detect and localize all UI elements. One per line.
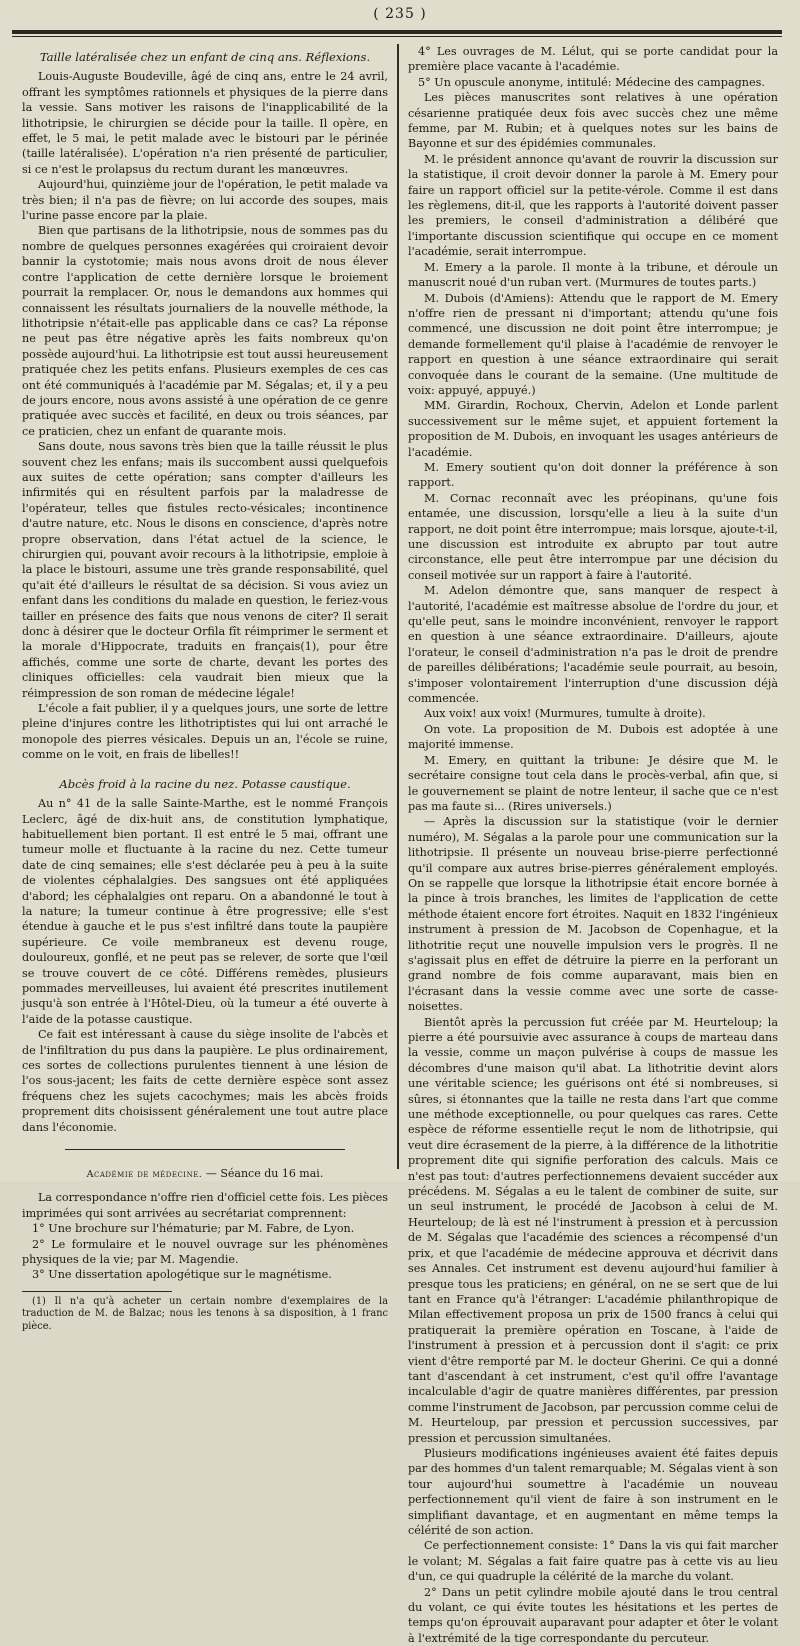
paragraph: Bientôt après la percussion fut créée par M. Heurteloup; la pierre a été poursuivie avec assurance à coups de marteau dans la vessie, comme un maçon pulvérise à coups de massue les décombres d'une maison qu'il abat. La lithotritie devint alors une véritable science; les guérisons ont été si nombreuses, si sûres, si étonnantes que la taille ne resta dans l'art que comme une méthode exceptionnelle, ou pour quelques cas rares. Cette espèce de réforme essentielle reçut le nom de lithotripsie, qui veut dire écrasement de la pierre, à la différence de la lithotritie proprement dite qui signifie perforation des calculs. Mais ce n'est pas tout: d'autres perfectionnemens devaient succéder aux précédens. M. Ségalas a eu le talent de combiner de suite, sur un seul instrument, le procédé de Jacobson à celui de M. Heurteloup; de là est né l'instrument à pression et à percussion de M. Ségalas que l'académie des sciences a récompensé d'un prix, et que l'académie de médecine approuva et décrivit dans ses Annales. Cet instrument est devenu aujourd'hui familier à presque tous les praticiens; en général, on ne se sert que de lui tant en France qu'à l'étranger: L'académie philanthropique de Milan effectivement proposa un prix de 1500 francs à celui qui pratiquerait la première opération en Toscane, à l'aide de l'instrument à pression et à percussion dont il s'agit: ce prix vient d'être remporté par M. le docteur Gherini. Ce qui a donné tant d'ascendant à cet instrument, c'est qu'il offre l'avantage incalculable d'agir de quatre manières différentes, par pression comme l'instrument de Jacobson, par percussion comme celui de M. Heurteloup, par pression et percussion successives, par pression et percussion simultanées. — [408, 1015, 778, 1445]
paragraph: Sans doute, nous savons très bien que la taille réussit le plus souvent chez les enfans; mais ils succombent aussi quelquefois aux suites de cette opération; sans compter d'ailleurs les infirmités qui en résultent parfois par la maladresse de l'opérateur, telles que fistules recto-vésicales; incontinence d'autre nature, etc. Nous le disons en conscience, d'après notre propre observation, dans l'état actuel de la science, le chirurgien qui, pouvant avoir recours à la lithotripsie, emploie à la place le bistouri, assume une très grande responsabilité, quel qu'ait été d'ailleurs le résultat de sa décision. Si vous aviez un enfant dans les conditions du malade en question, le feriez-vous tailler en présence des faits que nous venons de citer? Il serait donc à désirer que le docteur Orfila fît réimprimer le serment et la morale d'Hippocrate, traduits en français(1), pour être affichés, comme une sorte de charte, devant les portes des cliniques officielles: cela vaudrait bien mieux que la réimpression de son roman de médecine légale! — [22, 440, 388, 700]
article-heading-lithotripsie: Taille latéralisée chez un enfant de cinq ans. Réflexions. — [39, 50, 371, 64]
paragraph: Louis-Auguste Boudeville, âgé de cinq ans, entre le 24 avril, offrant les symptômes rationnels et physiques de la pierre dans la vessie. Sans motiver les raisons de l'inapplicabilité de la lithotripsie, le chirurgien se décide pour la taille. Il opère, en effet, le 5 mai, le petit malade avec le bistouri par le périnée (taille latéralisée). L'opération n'a rien présenté de particulier, si ce n'est le prolapsus du rectum durant les manœuvres. — [22, 70, 388, 176]
paragraph: M. Emery, en quittant la tribune: Je désire que M. le secrétaire consigne tout cela dans le procès-verbal, afin que, si le gouvernement se plaint de notre lenteur, il sache que ce n'est pas ma faute si... (Rires universels.) — [408, 753, 778, 813]
paragraph: L'école a fait publier, il y a quelques jours, une sorte de lettre pleine d'injures contre les lithotriptistes qui lui ont arraché le monopole des pierres vésicales. Depuis un an, l'école se ruine, comme on le voit, en frais de libelles!! — [22, 702, 388, 762]
list-item: 5° Un opuscule anonyme, intitulé: Médecine des campagnes. — [418, 75, 765, 89]
footnote: (1) Il n'a qu'à acheter un certain nombre d'exemplaires de la traduction de M. de Balzac; nous les tenons à sa disposition, à 1 franc pièce. — [22, 1295, 388, 1332]
paragraph: M. Adelon démontre que, sans manquer de respect à l'autorité, l'académie est maîtresse absolue de l'ordre du jour, et qu'elle peut, sans le moindre inconvénient, renvoyer le rapport en question à une séance extraordinaire. D'ailleurs, ajoute l'orateur, le conseil d'administration n'a pas le droit de prendre de pareilles délibérations; l'académie seule pourrait, au besoin, s'imposer volontairement l'interruption d'une discussion déjà commencée. — [408, 584, 778, 706]
paragraph: Les pièces manuscrites sont relatives à une opération césarienne pratiquée deux fois avec succès chez une même femme, par M. Rubin; et à quelques notes sur les bains de Bayonne et sur des épidémies communales. — [408, 91, 778, 151]
paragraph: — Après la discussion sur la statistique (voir le dernier numéro), M. Ségalas a la parole pour une communication sur la lithotripsie. Il présente un nouveau brise-pierre perfectionné qu'il compare aux autres brise-pierres généralement employés. On se rappelle que lorsque la lithotripsie était encore bornée à la pince à trois branches, les limites de l'application de cette méthode étaient encore fort étroites. Naquit en 1832 l'ingénieux instrument à pression de M. Jacobson de Copenhague, et la lithotritie reçut une nouvelle impulsion vers le progrès. Il ne s'agissait plus en effet de détruire la pierre en la perforant un grand nombre de fois comme auparavant, mais bien en l'écrasant dans la vessie comme avec une sorte de casse-noisettes. — [408, 815, 778, 1014]
article-heading-abces: Abcès froid à la racine du nez. Potasse caustique. — [59, 776, 351, 791]
list-item: 2° Le formulaire et le nouvel ouvrage sur les phénomènes physiques de la vie; par M. Magendie. — [22, 1237, 388, 1267]
section-heading-date: — Séance du 16 mai. — [205, 1167, 324, 1181]
section-separator — [65, 1149, 345, 1150]
paragraph: 2° Dans un petit cylindre mobile ajouté dans le trou central du volant, ce qui évite toutes les hésitations et les pertes de temps qu'on éprouvait auparavant pour adapter et ôter le volant à l'extrémité de la tige correspondante du percuteur. — [408, 1585, 778, 1645]
page-number: ( 235 ) — [373, 6, 427, 22]
paragraph: M. Emery soutient qu'on doit donner la préférence à son rapport. — [408, 460, 778, 490]
left-column — [22, 44, 388, 1332]
footnote-separator — [22, 1291, 172, 1292]
paragraph: Bien que partisans de la lithotripsie, nous de sommes pas du nombre de quelques personnes exagérées qui croiraient devoir bannir la cystotomie; mais nous avons droit de nous élever contre l'application de cette dernière lorsque le broiement pourrait la remplacer. Or, nous le demandons aux hommes qui connaissent les résultats journaliers de la nouvelle méthode, la lithotripsie n'était-elle pas applicable dans ce cas? La réponse ne peut pas être négative après les faits nombreux qu'on possède aujourd'hui. La lithotripsie est tout aussi heureusement pratiquée chez les petits enfans. Plusieurs exemples de ces cas ont été communiqués à l'académie par M. Ségalas; et, il y a peu de jours encore, nous avons assisté à une opération de ce genre pratiquée avec succès et facilité, en deux ou trois séances, par ce praticien, chez un enfant de quarante mois. — [22, 224, 388, 438]
right-column — [408, 44, 778, 1645]
section-heading-caps: Académie de médecine. — [86, 1169, 203, 1181]
header-rule — [12, 30, 782, 34]
list-item: 4° Les ouvrages de M. Lélut, qui se porte candidat pour la première place vacante à l'académie. — [408, 45, 778, 74]
paragraph: M. Dubois (d'Amiens): Attendu que le rapport de M. Emery n'offre rien de pressant ni d'important; attendu qu'une fois commencé, une discussion ne doit point être interrompue; je demande formellement qu'il plaise à l'académie de renvoyer le rapport en question à une séance extraordinaire qui serait convoquée dans le courant de la semaine. (Une multitude de voix: appuyé, appuyé.) — [408, 291, 778, 397]
paragraph: M. Emery a la parole. Il monte à la tribune, et déroule un manuscrit noué d'un ruban vert. (Murmures de toutes parts.) — [408, 260, 778, 290]
paragraph: Ce fait est intéressant à cause du siège insolite de l'abcès et de l'infiltration du pus dans la paupière. Le plus ordinairement, ces sortes de collections purulentes tiennent à une lésion de l'os sous-jacent; les faits de cette dernière espèce sont assez fréquens chez les sujets cacochymes; mais les abcès froids proprement dits choisissent généralement une tout autre place dans l'économie. — [22, 1028, 388, 1134]
paragraph: Au n° 41 de la salle Sainte-Marthe, est le nommé François Leclerc, âgé de dix-huit ans, de constitution lymphatique, habituellement bien portant. Il est entré le 5 mai, offrant une tumeur molle et fluctuante à la racine du nez. Cette tumeur date de cinq semaines; elle s'est déclarée peu à peu à la suite de violentes céphalalgies. Des sangsues ont été appliquées d'abord; les céphalalgies ont reparu. On a abandonné le tout à la nature; la tumeur continue à être progressive; elle s'est étendue à gauche et le pus s'est infiltré dans toute la paupière supérieure. Ce voile membraneux est devenu rouge, douloureux, gonflé, et ne peut pas se relever, de sorte que l'œil se trouve couvert de ce côté. Différens remèdes, plusieurs pommades merveilleuses, lui avaient été prescrites inutilement jusqu'à son entrée à l'Hôtel-Dieu, où la tumeur a été ouverte à l'aide de la potasse caustique. — [22, 797, 388, 1026]
paragraph: M. le président annonce qu'avant de rouvrir la discussion sur la statistique, il croit devoir donner la parole à M. Emery pour faire un rapport officiel sur la petite-vérole. Comme il est dans les règlemens, dit-il, que les rapports à l'autorité doivent passer les premiers, le conseil d'administration a délibéré que l'importante discussion scientifique qui occupe en ce moment l'académie, serait interrompue. — [408, 152, 778, 259]
paragraph: Ce perfectionnement consiste: 1° Dans la vis qui fait marcher le volant; M. Ségalas a fait faire quatre pas à cette vis au lieu d'un, ce qui quadruple la célérité de la marche du volant. — [408, 1539, 778, 1584]
paragraph: MM. Girardin, Rochoux, Chervin, Adelon et Londe parlent successivement sur le même sujet, et appuient fortement la proposition de M. Dubois, en invoquant les usages antérieurs de l'académie. — [408, 399, 778, 459]
section-heading-academie — [22, 1166, 388, 1182]
paragraph: On vote. La proposition de M. Dubois est adoptée à une majorité immense. — [408, 722, 778, 752]
paragraph: Aujourd'hui, quinzième jour de l'opération, le petit malade va très bien; il n'a pas de fièvre; on lui accorde des soupes, mais l'urine passe encore par la plaie. — [22, 178, 388, 223]
list-item: 3° Une dissertation apologétique sur le magnétisme. — [32, 1268, 332, 1282]
paragraph: La correspondance n'offre rien d'officiel cette fois. Les pièces imprimées qui sont arrivées au secrétariat comprennent: — [22, 1191, 388, 1220]
column-divider — [397, 44, 399, 1169]
paragraph: Plusieurs modifications ingénieuses avaient été faites depuis par des hommes d'un talent remarquable; M. Ségalas vient à son tour aujourd'hui soumettre à l'académie un nouveau perfectionnement qu'il vient de faire à son instrument en le simplifiant davantage, et en augmentant en même temps la célérité de son action. — [408, 1446, 778, 1537]
paragraph: M. Cornac reconnaît avec les préopinans, qu'une fois entamée, une discussion, lorsqu'elle a lieu à la suite d'un rapport, ne doit point être interrompue; mais lorsque, ajoute-t-il, une discussion est introduite ex abrupto par tout autre circonstance, elle peut être interrompue par une décision du conseil motivée sur un rapport à faire à l'autorité. — [408, 491, 778, 582]
paragraph: Aux voix! aux voix! (Murmures, tumulte à droite). — [424, 707, 706, 721]
list-item: 1° Une brochure sur l'hématurie; par M. Fabre, de Lyon. — [32, 1222, 355, 1236]
header-rule-thin — [12, 36, 782, 37]
